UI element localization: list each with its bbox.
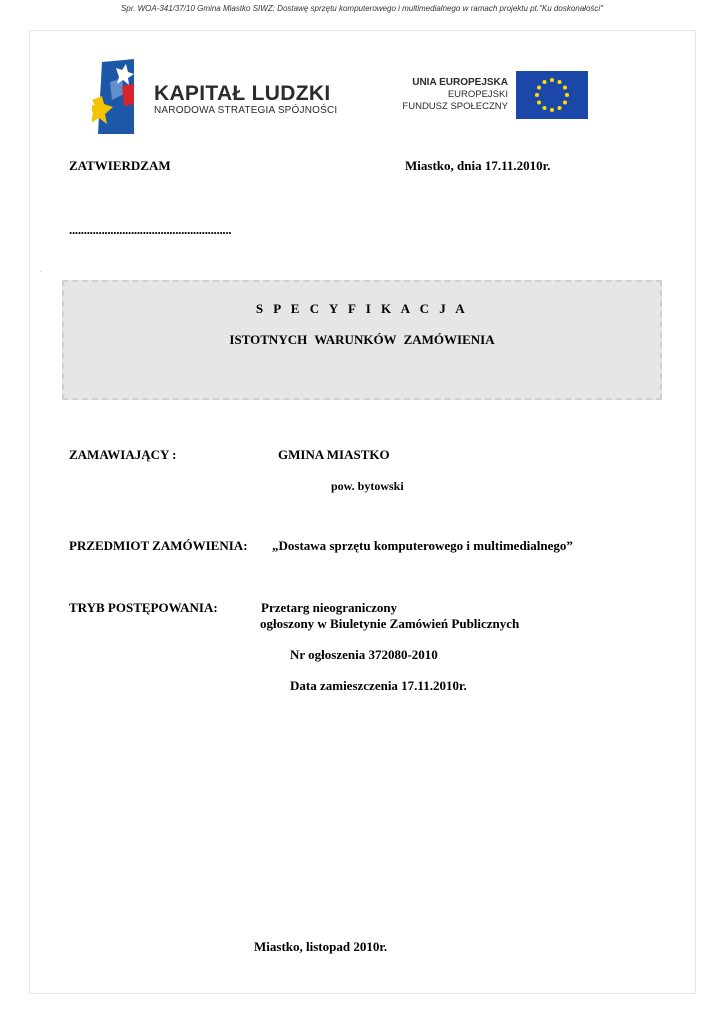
procedure-type: Przetarg nieograniczony [261, 600, 398, 615]
eu-union-label: UNIA EUROPEJSKA [412, 77, 508, 88]
procedure-label: TRYB POSTĘPOWANIA: [69, 600, 218, 615]
subject-label: PRZEDMIOT ZAMÓWIENIA: [69, 538, 248, 553]
posting-date: Data zamieszczenia 17.11.2010r. [290, 678, 467, 693]
footer-place-date: Miastko, listopad 2010r. [254, 939, 388, 954]
orderer-label: ZAMAWIAJĄCY : [69, 447, 177, 462]
eu-social-fund-label: FUNDUSZ SPOŁECZNY [402, 101, 508, 112]
eu-flag-icon [516, 71, 588, 119]
approval-label: ZATWIERDZAM [69, 158, 171, 173]
document-title: S P E C Y F I K A C J A [255, 301, 469, 316]
kapital-ludzki-subtitle: NARODOWA STRATEGIA SPÓJNOŚCI [154, 105, 338, 116]
kapital-ludzki-title: KAPITAŁ LUDZKI [154, 82, 331, 105]
eu-fund-label [400, 77, 508, 113]
document-subtitle: ISTOTNYCH WARUNKÓW ZAMÓWIENIA [229, 332, 495, 347]
stray-mark: . [40, 268, 42, 274]
orderer-name: GMINA MIASTKO [278, 447, 390, 462]
place-date: Miastko, dnia 17.11.2010r. [405, 158, 551, 173]
eu-european-label: EUROPEJSKI [447, 89, 508, 100]
procedure-publication: ogłoszony w Biuletynie Zamówień Publicznych [260, 616, 520, 631]
subject-value: „Dostawa sprzętu komputerowego i multimedialnego” [272, 538, 573, 553]
notice-number: Nr ogłoszenia 372080-2010 [290, 647, 438, 662]
page-frame [29, 30, 696, 994]
orderer-district: pow. bytowski [331, 479, 404, 493]
document-header-reference: Spr. WOA-341/37/10 Gmina Miastko SIWZ: Dostawę sprzętu komputerowego i multimedialnego w ramach projektu pt."Ku doskonałości" [120, 4, 604, 13]
signature-line: ....................................................... [69, 222, 232, 237]
